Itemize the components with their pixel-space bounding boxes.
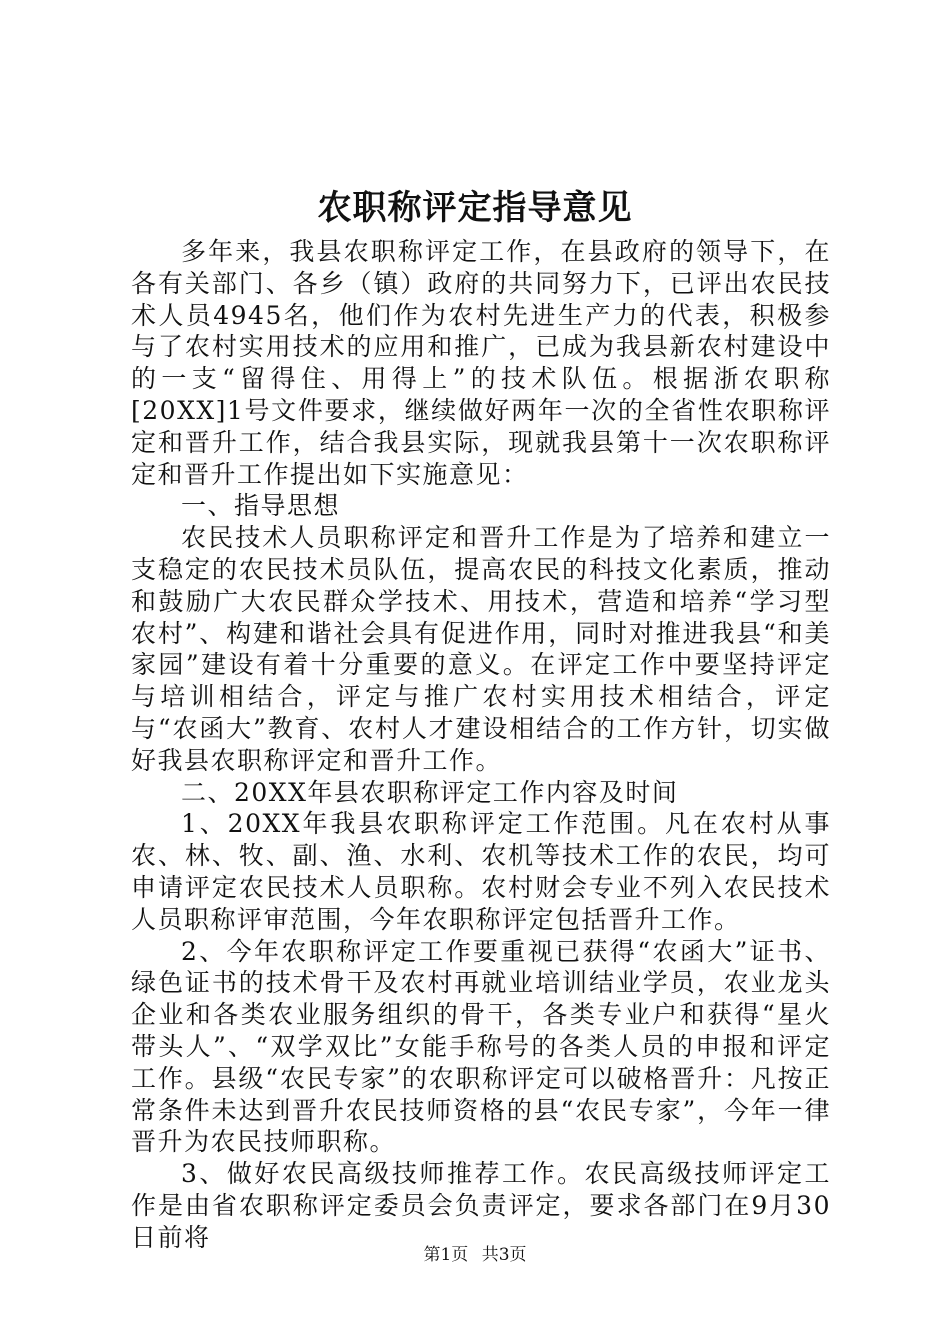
paragraph-item-3: 3、做好农民高级技师推荐工作。农民高级技师评定工作是由省农职称评定委员会负责评定，要求各部门在9月30日前将 (131, 1159, 831, 1252)
page-footer (0, 1243, 950, 1267)
page-number: 第1页 (423, 1245, 469, 1265)
page-total: 共3页 (481, 1245, 527, 1265)
paragraph-guiding-thought: 农民技术人员职称评定和晋升工作是为了培养和建立一支稳定的农民技术员队伍，提高农民的科技文化素质，推动和鼓励广大农民群众学技术、用技术，营造和培养“学习型农村”、构建和谐社会具有促进作用，同时对推进我县“和美家园”建设有着十分重要的意义。在评定工作中要坚持评定与培训相结合，评定与推广农村实用技术相结合，评定与“农函大”教育、农村人才建设相结合的工作方针，切实做好我县农职称评定和晋升工作。 (131, 523, 831, 775)
paragraph-item-2: 2、今年农职称评定工作要重视已获得“农函大”证书、绿色证书的技术骨干及农村再就业培训结业学员，农业龙头企业和各类农业服务组织的骨干，各类专业户和获得“星火带头人”、“双学双比”女能手称号的各类人员的申报和评定工作。县级“农民专家”的农职称评定可以破格晋升：凡按正常条件未达到晋升农民技师资格的县“农民专家”，今年一律晋升为农民技师职称。 (131, 936, 831, 1157)
paragraph-item-1: 1、20XX年我县农职称评定工作范围。凡在农村从事农、林、牧、副、渔、水利、农机等技术工作的农民，均可申请评定农民技术人员职称。农村财会专业不列入农民技术人员职称评审范围，今年农职称评定包括晋升工作。 (131, 809, 831, 934)
section-heading-work-content: 二、20XX年县农职称评定工作内容及时间 (181, 777, 679, 807)
paragraph-intro: 多年来，我县农职称评定工作，在县政府的领导下，在各有关部门、各乡（镇）政府的共同努力下，已评出农民技术人员4945名，他们作为农村先进生产力的代表，积极参与了农村实用技术的应用和推广，已成为我县新农村建设中的一支“留得住、用得上”的技术队伍。根据浙农职称[20XX]1号文件要求，继续做好两年一次的全省性农职称评定和晋升工作，结合我县实际，现就我县第十一次农职称评定和晋升工作提出如下实施意见： (131, 237, 831, 489)
document-body (131, 236, 831, 1254)
document-title: 农职称评定指导意见 (317, 188, 633, 228)
section-heading-guiding-thought: 一、指导思想 (181, 491, 341, 521)
